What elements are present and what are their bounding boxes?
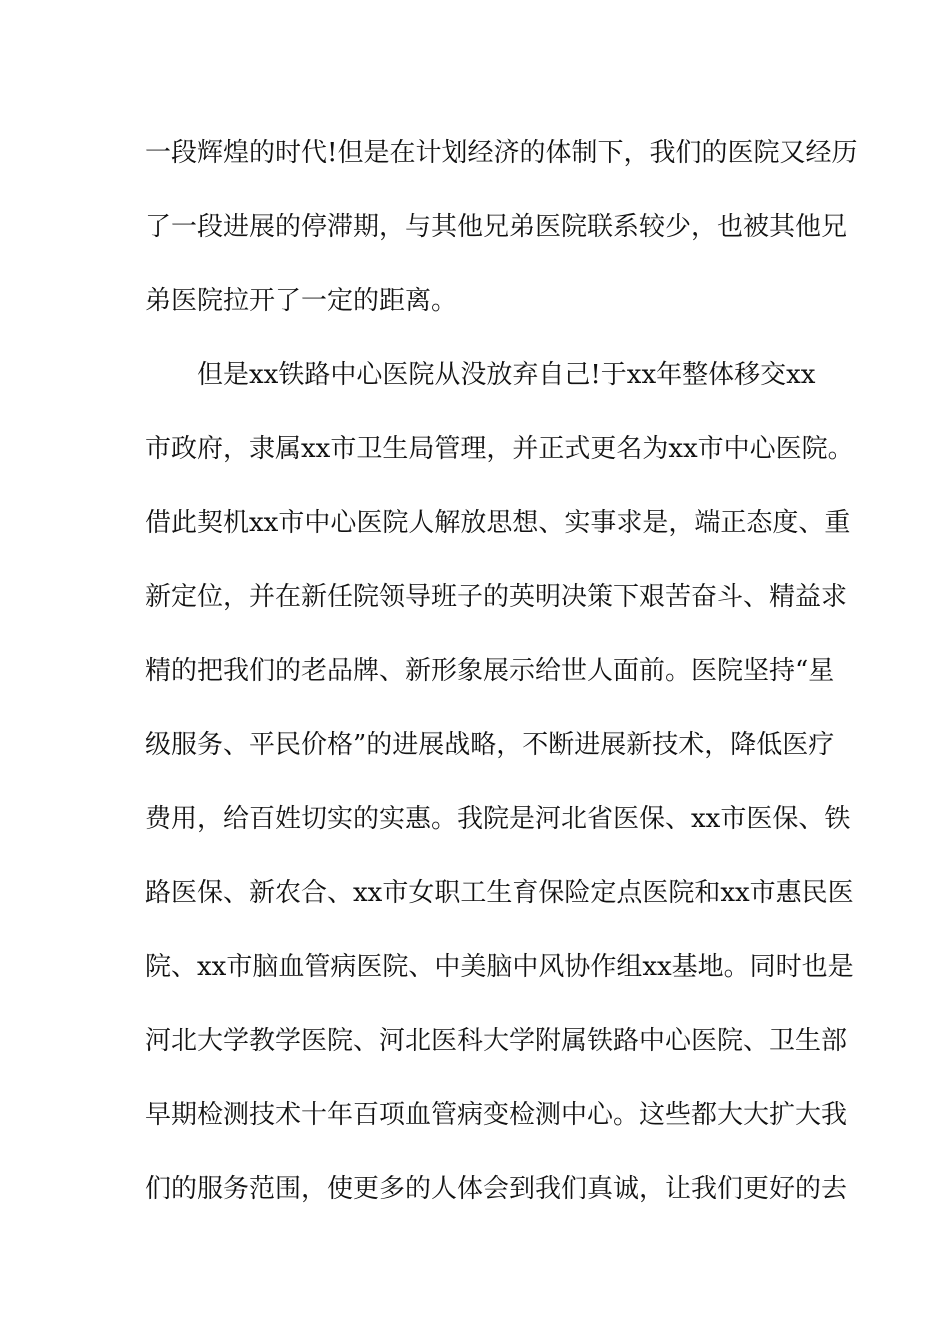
text-line: 们的服务范围，使更多的人体会到我们真诚，让我们更好的去 — [145, 1174, 848, 1204]
text-line: 院、xx市脑血管病医院、中美脑中风协作组xx基地。同时也是 — [145, 952, 854, 982]
text-line: 级服务、平民价格”的进展战略，不断进展新技术，降低医疗 — [145, 730, 835, 760]
text-line: 借此契机xx市中心医院人解放思想、实事求是，端正态度、重 — [145, 508, 851, 538]
text-line: 新定位，并在新任院领导班子的英明决策下艰苦奋斗、精益求 — [145, 582, 848, 612]
text-line: 了一段进展的停滞期，与其他兄弟医院联系较少，也被其他兄 — [145, 212, 848, 242]
text-line: 费用，给百姓切实的实惠。我院是河北省医保、xx市医保、铁 — [145, 804, 851, 834]
text-line: 早期检测技术十年百项血管病变检测中心。这些都大大扩大我 — [145, 1100, 848, 1130]
paragraph-start-line: 但是xx铁路中心医院从没放弃自己!于xx年整体移交xx — [145, 360, 816, 390]
text-line: 一段辉煌的时代!但是在计划经济的体制下，我们的医院又经历 — [145, 138, 858, 168]
text-line: 精的把我们的老品牌、新形象展示给世人面前。医院坚持“星 — [145, 656, 835, 686]
text-line: 市政府，隶属xx市卫生局管理，并正式更名为xx市中心医院。 — [145, 434, 854, 464]
text-line: 弟医院拉开了一定的距离。 — [145, 286, 458, 316]
body-text — [145, 133, 858, 1243]
text-line: 路医保、新农合、xx市女职工生育保险定点医院和xx市惠民医 — [145, 878, 854, 908]
text-line: 河北大学教学医院、河北医科大学附属铁路中心医院、卫生部 — [145, 1026, 848, 1056]
